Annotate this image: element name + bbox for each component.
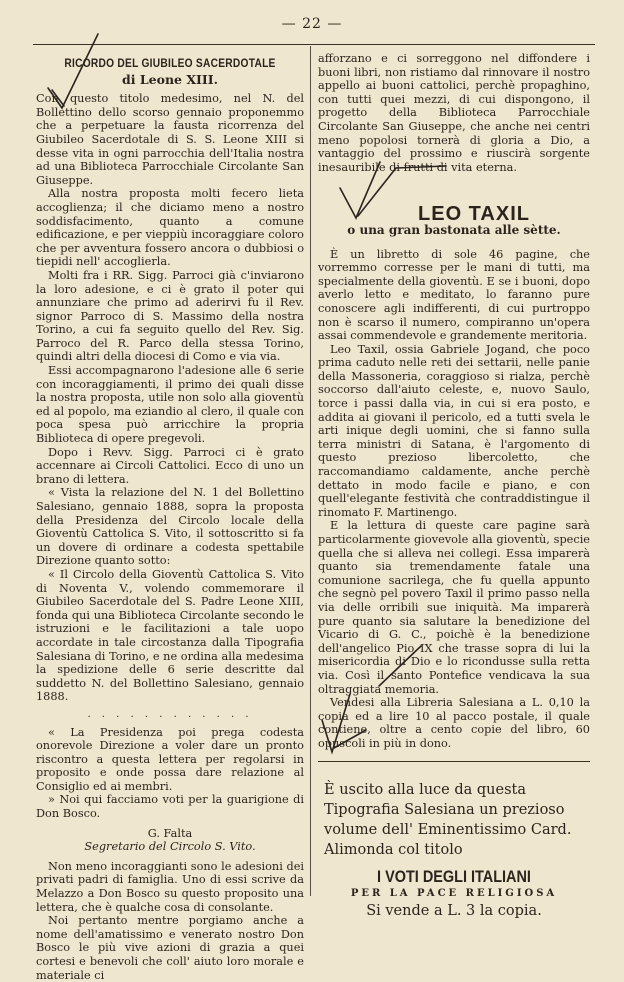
paragraph: » Noi qui facciamo voti per la guarigione di Don Bosco.: [36, 793, 304, 821]
paragraph: Vendesi alla Libreria Salesiana a L. 0,10 la copia ed a lire 10 al pacco postale, il quale contiene, oltre a cento copie del libro, 60 opuscoli in più in dono.: [318, 696, 590, 750]
paragraph: Non meno incoraggianti sono le adesioni dei privati padri di famiglia. Uno di essi scrive da Melazzo a Don Bosco su questo proposito una lettera, che è qualche cosa di consolante.: [36, 859, 304, 914]
page-number: — 22 —: [281, 16, 343, 32]
dotted-separator: . . . . . . . . . . . .: [87, 708, 253, 720]
advert-title: I VOTI DEGLI ITALIANI: [377, 866, 531, 886]
left-column: [36, 52, 304, 982]
paragraph: afforzano e ci sorreggono nel diffondere i buoni libri, non ristiamo dal rinnovare il nostro appello ai buoni cattolici, perchè propaghino, con tutti quei mezzi, di cui dispongono, il progetto della Biblioteca Parrocchiale Circolante San Giuseppe, che anche nei centri meno popolosi tornerà di gloria a Dio, a vantaggio del prossimo e riuscirà sorgente inesauribile di frutti di vita eterna.: [318, 52, 590, 174]
header-rule: [33, 44, 595, 45]
paragraph: Con questo titolo medesimo, nel N. del Bollettino dello scorso gennaio proponemmo che a perpetuare la fausta ricorrenza del Giubileo Sacerdotale di S. S. Leone XIII si desse vita in ogni parrocchia dell'Italia nostra ad una Biblioteca Parrocchiale Circolante San Giuseppe.: [36, 92, 304, 187]
column-divider: [310, 46, 311, 896]
paragraph: Leo Taxil, ossia Gabriele Jogand, che poco prima caduto nelle reti dei settarii, nelle panie della Massoneria, coraggioso si rialza, perchè soccorso dall'aiuto celeste, e, nuovo Saulo, torce i passi dalla via, in cui si era posto, e addita ai giovani il pericolo, ed a tutti svela le arti inique degli uomini, che si fanno sulla terra ministri di Satana, è l'argomento di questo prezioso libercoletto, che raccomandiamo caldamente, anche perchè dettato in modo facile e piano, e con quell'elegante festività che contraddistingue il rinomato F. Martinengo.: [318, 342, 590, 519]
advert-text: È uscito alla luce da questa Tipografia Salesiana un prezioso volume dell' Eminentissimo Card. Alimonda col titolo: [324, 781, 572, 858]
advert-price: Si vende a L. 3 la copia.: [366, 902, 542, 919]
signature-role: Segretario del Circolo S. Vito.: [84, 840, 256, 854]
paragraph: « Il Circolo della Gioventù Cattolica S. Vito di Noventa V., volendo commemorare il Giubileo Sacerdotale del S. Padre Leone XIII, fonda qui una Biblioteca Circolante secondo le istruzioni e le facilitazioni a tale uopo accordate in tale circostanza dalla Tipografia Salesiana di Torino, e ne ordina alla medesima la spedizione delle 6 serie descritte dal suddetto N. del Bollettino Salesiano, gennaio 1888.: [36, 567, 304, 704]
leo-taxil-title: LEO TAXIL: [418, 203, 530, 226]
article-subheading: di Leone XIII.: [122, 71, 218, 87]
leo-taxil-subtitle: o una gran bastonata alle sètte.: [347, 222, 561, 237]
paragraph: È un libretto di sole 46 pagine, che vorremmo corresse per le mani di tutti, ma specialmente della gioventù. E se i buoni, dopo averlo letto e meditato, lo faranno pure conoscere agli indifferenti, di cui purtroppo non è scarso il numero, compiranno un'opera assai commendevole e grandemente meritoria.: [318, 247, 590, 343]
signature-name: G. Falta: [147, 826, 193, 840]
paragraph: « Vista la relazione del N. 1 del Bollettino Salesiano, gennaio 1888, sopra la proposta della Presidenza del Circolo locale della Gioventù Cattolica S. Vito, il sottoscritto si fa un dovere di ordinare a codesta spettabile Direzione quanto sotto:: [36, 486, 304, 568]
advert-subtitle: PER LA PACE RELIGIOSA: [350, 888, 558, 900]
paragraph: Noi pertanto mentre porgiamo anche a nome dell'amatissimo e venerato nostro Don Bosco le più vive azioni di grazia a quei cortesi e benevoli che coll' aiuto loro morale e materiale ci: [36, 914, 304, 982]
paragraph: Alla nostra proposta molti fecero lieta accoglienza; il che diciamo meno a nostro soddisfacimento, quanto a comune edificazione, e per vieppiù incoraggiare coloro che per avventura fossero ancora o dubbiosi o tiepidi nell' accoglierla.: [36, 187, 304, 269]
paragraph: « La Presidenza poi prega codesta onorevole Direzione a voler dare un pronto riscontro a questa lettera per regolarsi in proposito e onde possa dare relazione al Consiglio ed ai membri.: [36, 725, 304, 793]
right-column: [318, 52, 590, 918]
section-rule: [318, 761, 590, 762]
paragraph: E la lettura di queste care pagine sarà particolarmente giovevole alla gioventù, specie quella che si alleva nei collegi. Essa imparerà quanto sia tremendamente fatale una comunione sacrilega, che fu quella appunto che segnò pel povero Taxil il primo passo nella via delle orribili sue iniquità. Ma imparerà pure quanto sia salutare la benedizione del Vicario di G. C., poichè è la benedizione dell'angelico Pio IX che trasse sopra di lui la misericordia di Dio e lo ricondusse sulla retta via. Così il santo Pontefice vendicava la sua oltraggiata memoria.: [318, 519, 590, 696]
paragraph: Dopo i Revv. Sigg. Parroci ci è grato accennare ai Circoli Cattolici. Ecco di uno un brano di lettera.: [36, 445, 304, 486]
article-heading: RICORDO DEL GIUBILEO SACERDOTALE: [64, 56, 276, 70]
paragraph: Molti fra i RR. Sigg. Parroci già c'inviarono la loro adesione, e ci è grato il poter qui annunziare che primo ad aderirvi fu il Rev. signor Parroco di S. Massimo della nostra Torino, a cui fa seguito quello del Rev. Sig. Parroco del R. Parco della stessa Torino, quindi altri della diocesi di Como e via via.: [36, 268, 304, 364]
paragraph: Essi accompagnarono l'adesione alle 6 serie con incoraggiamenti, il primo dei quali disse la nostra proposta, utile non solo alla gioventù ed al popolo, ma eziandio al clero, il quale con poca spesa può arricchire la propria Biblioteca di opere pregevoli.: [36, 364, 304, 446]
